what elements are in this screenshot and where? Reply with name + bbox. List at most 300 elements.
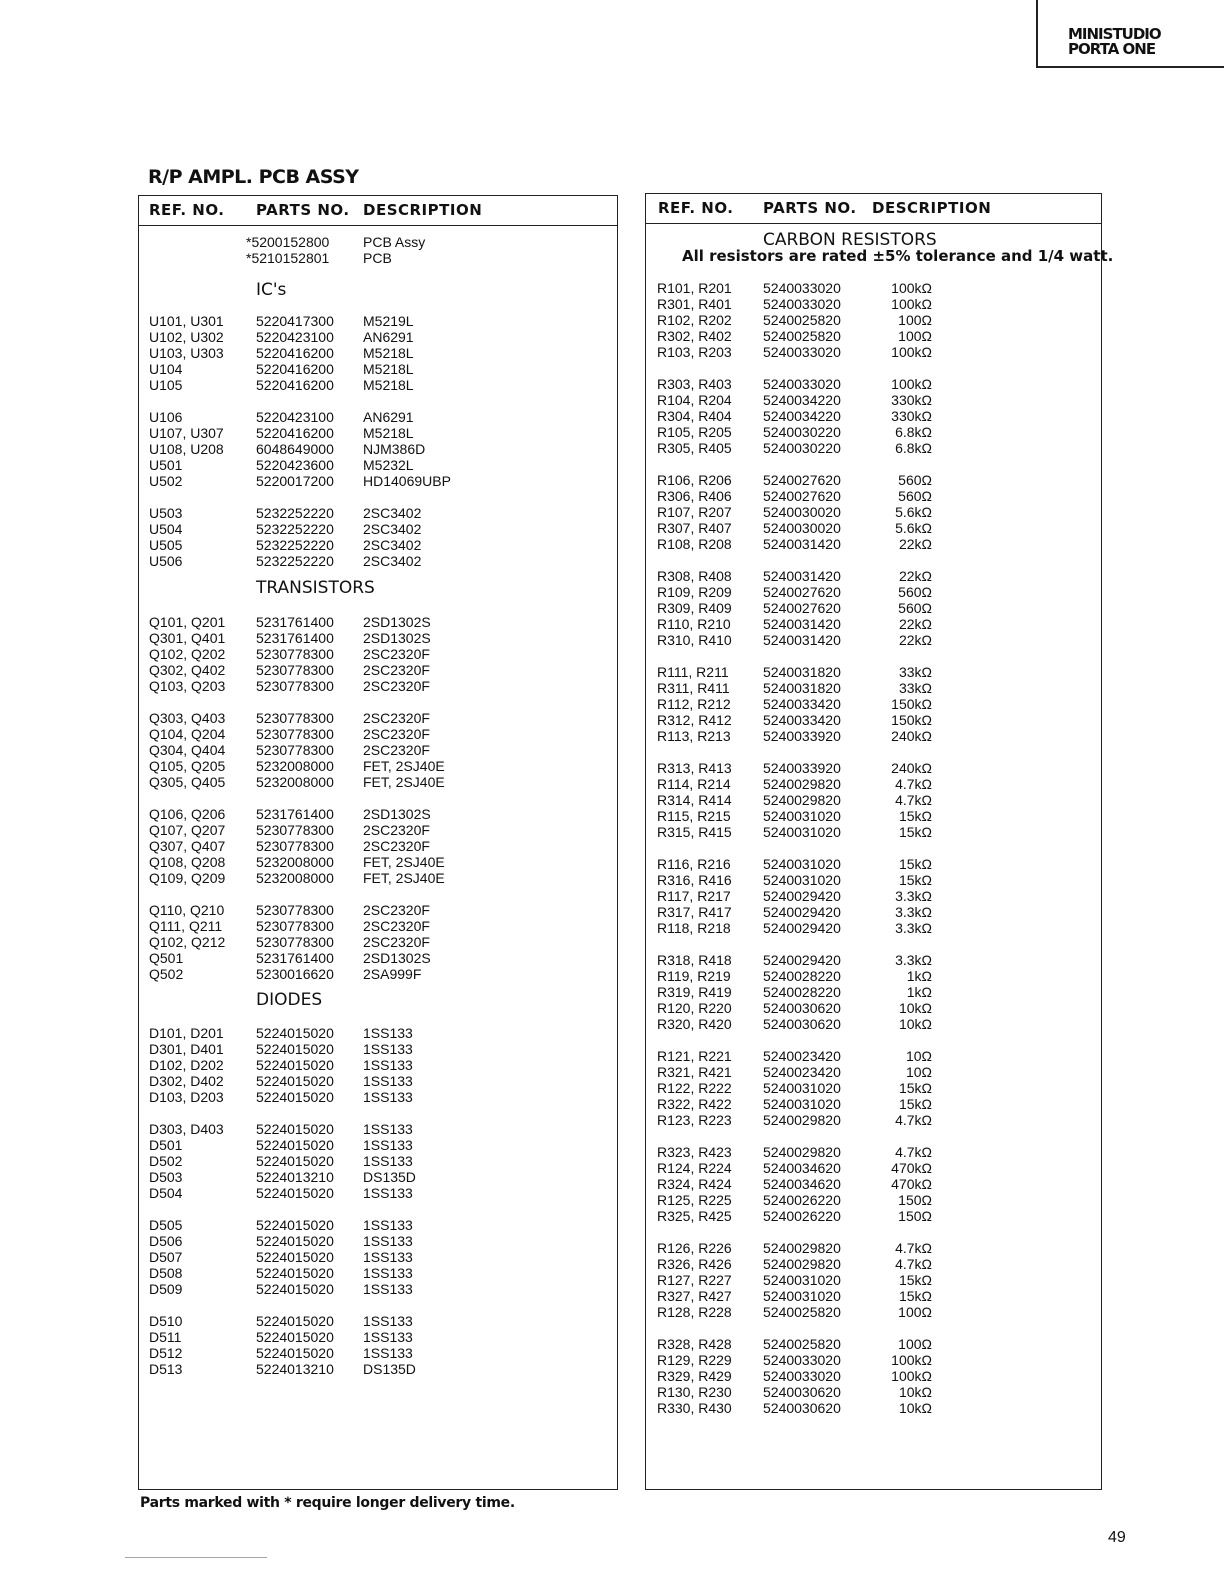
description-cell: 2SC2320F	[363, 742, 430, 758]
parts-no-cell: 5240033020	[763, 296, 841, 312]
parts-no-cell: 5240030620	[763, 1384, 841, 1400]
table-row	[139, 1345, 617, 1361]
description-cell: 1SS133	[363, 1089, 413, 1105]
ref-no-cell: D101, D201	[149, 1025, 224, 1041]
ref-no-cell: Q304, Q404	[149, 742, 226, 758]
table-row	[646, 1384, 1101, 1400]
parts-no-cell: 5240031420	[763, 632, 841, 648]
parts-no-cell: 5240029820	[763, 1144, 841, 1160]
ref-no-cell: R123, R223	[657, 1112, 732, 1128]
parts-no-cell: 6048649000	[256, 441, 334, 457]
parts-no-cell: 5224015020	[256, 1281, 334, 1297]
ref-no-cell: D103, D203	[149, 1089, 224, 1105]
description-cell: M5232L	[363, 457, 414, 473]
parts-no-cell: 5224015020	[256, 1233, 334, 1249]
ref-no-cell: R112, R212	[657, 696, 731, 712]
description-cell: 1SS133	[363, 1073, 413, 1089]
table-row	[646, 792, 1101, 808]
table-row	[646, 824, 1101, 840]
table-row	[646, 1336, 1101, 1352]
table-row	[139, 854, 617, 870]
ref-no-cell: R306, R406	[657, 488, 732, 504]
parts-no-cell: 5240030220	[763, 424, 841, 440]
ref-no-cell: R106, R206	[657, 472, 732, 488]
parts-no-cell: 5230778300	[256, 646, 334, 662]
description-cell: 100Ω	[898, 1304, 932, 1320]
table-row	[646, 504, 1101, 520]
table-row	[139, 521, 617, 537]
description-cell: 22kΩ	[898, 568, 932, 584]
parts-no-cell: 5240029820	[763, 776, 841, 792]
ref-no-cell: R130, R230	[657, 1384, 732, 1400]
table-row	[646, 600, 1101, 616]
table-row	[646, 1352, 1101, 1368]
description-cell: 1SS133	[363, 1057, 413, 1073]
description-cell: FET, 2SJ40E	[363, 870, 445, 886]
description-cell: 2SC2320F	[363, 726, 430, 742]
description-cell: 10Ω	[905, 1048, 932, 1064]
table-row	[646, 520, 1101, 536]
ref-no-cell: R326, R426	[657, 1256, 732, 1272]
ref-no-cell: R122, R222	[657, 1080, 732, 1096]
ref-no-cell: R321, R421	[657, 1064, 732, 1080]
ref-no-cell: Q307, Q407	[149, 838, 226, 854]
ref-no-cell: U503	[149, 505, 183, 521]
table-row	[139, 329, 617, 345]
parts-no-cell: 5240030620	[763, 1000, 841, 1016]
table-row	[139, 505, 617, 521]
table-row	[646, 1016, 1101, 1032]
parts-no-cell: 5240033920	[763, 728, 841, 744]
table-row	[139, 1329, 617, 1345]
description-cell: 100Ω	[898, 328, 932, 344]
ref-no-cell: R303, R403	[657, 376, 732, 392]
ref-no-cell: R124, R224	[657, 1160, 732, 1176]
table-row	[646, 472, 1101, 488]
table-row	[646, 344, 1101, 360]
parts-no-cell: 5240033920	[763, 760, 841, 776]
ref-no-cell: U102, U302	[149, 329, 224, 345]
ref-no-cell: U105	[149, 377, 183, 393]
parts-no-cell: 5232252220	[256, 553, 334, 569]
ref-no-cell: U108, U208	[149, 441, 224, 457]
description-cell: FET, 2SJ40E	[363, 758, 445, 774]
ref-no-cell: R329, R429	[657, 1368, 732, 1384]
description-cell: 2SC2320F	[363, 646, 430, 662]
table-row	[139, 742, 617, 758]
table-row	[646, 728, 1101, 744]
table-row	[139, 250, 617, 266]
right-parts-table	[645, 193, 1114, 1490]
parts-no-cell: 5240027620	[763, 472, 841, 488]
table-row	[139, 902, 617, 918]
description-cell: 330kΩ	[891, 392, 932, 408]
table-row	[139, 457, 617, 473]
parts-no-cell: 5232008000	[256, 870, 334, 886]
parts-no-cell: 5220416200	[256, 345, 334, 361]
table-row	[646, 952, 1101, 968]
description-cell: 1SS133	[363, 1313, 413, 1329]
ref-no-cell: R111, R211	[657, 664, 729, 680]
ref-no-cell: R310, R410	[657, 632, 732, 648]
description-cell: 3.3kΩ	[895, 904, 932, 920]
ref-no-cell: D509	[149, 1281, 183, 1297]
parts-no-cell: 5232008000	[256, 854, 334, 870]
ref-no-cell: U504	[149, 521, 183, 537]
resistor-rating-note: All resistors are rated ±5% tolerance and 1/4 watt.	[682, 247, 1114, 265]
table-row	[139, 313, 617, 329]
ref-no-cell: R325, R425	[657, 1208, 732, 1224]
ref-no-cell: R304, R404	[657, 408, 732, 424]
table-row	[646, 1048, 1101, 1064]
description-cell: 10kΩ	[898, 1000, 932, 1016]
section-diodes: DIODES	[256, 990, 323, 1010]
table-row	[646, 632, 1101, 648]
ref-no-cell: U501	[149, 457, 183, 473]
parts-no-cell: 5240031420	[763, 536, 841, 552]
parts-no-cell: 5240029820	[763, 1256, 841, 1272]
description-header: DESCRIPTION	[872, 199, 992, 217]
parts-no-cell: 5224015020	[256, 1313, 334, 1329]
ref-no-header: REF. NO.	[658, 199, 734, 217]
parts-no-cell: 5240033020	[763, 280, 841, 296]
table-row	[139, 966, 617, 982]
ref-no-cell: R109, R209	[657, 584, 732, 600]
description-cell: 100kΩ	[891, 280, 932, 296]
ref-no-cell: R116, R216	[657, 856, 731, 872]
parts-no-cell: 5240029420	[763, 920, 841, 936]
parts-no-cell: 5240033420	[763, 696, 841, 712]
parts-no-cell: 5232252220	[256, 521, 334, 537]
table-row	[646, 1176, 1101, 1192]
description-cell: PCB Assy	[363, 234, 426, 250]
table-row	[646, 312, 1101, 328]
parts-no-cell: 5220416200	[256, 425, 334, 441]
ref-no-cell: R119, R219	[657, 968, 731, 984]
ref-no-cell: D504	[149, 1185, 183, 1201]
parts-no-cell: 5240031020	[763, 856, 841, 872]
parts-no-cell: 5240031420	[763, 616, 841, 632]
parts-no-cell: 5240034620	[763, 1176, 841, 1192]
ref-no-cell: R118, R218	[657, 920, 731, 936]
description-cell: 150kΩ	[891, 712, 932, 728]
ref-no-cell: D302, D402	[149, 1073, 224, 1089]
table-row	[646, 328, 1101, 344]
table-row	[646, 408, 1101, 424]
description-cell: 2SC2320F	[363, 710, 430, 726]
table-row	[646, 1256, 1101, 1272]
description-cell: 1SS133	[363, 1233, 413, 1249]
ref-no-cell: R307, R407	[657, 520, 732, 536]
parts-no-cell: 5224015020	[256, 1185, 334, 1201]
description-cell: 15kΩ	[898, 856, 932, 872]
parts-no-cell: 5240025820	[763, 328, 841, 344]
description-cell: 2SC2320F	[363, 838, 430, 854]
parts-no-cell: 5220423100	[256, 409, 334, 425]
ref-no-cell: R103, R203	[657, 344, 732, 360]
table-row	[646, 1080, 1101, 1096]
table-row	[139, 1169, 617, 1185]
description-cell: 2SD1302S	[363, 614, 431, 630]
table-row	[646, 1112, 1101, 1128]
ref-no-cell: R302, R402	[657, 328, 732, 344]
description-cell: 6.8kΩ	[895, 440, 932, 456]
ref-no-cell: D513	[149, 1361, 183, 1377]
description-cell: 1SS133	[363, 1025, 413, 1041]
table-row	[646, 1304, 1101, 1320]
description-cell: 150Ω	[898, 1192, 932, 1208]
ref-no-cell: Q305, Q405	[149, 774, 226, 790]
table-row	[646, 1400, 1101, 1416]
description-cell: 1SS133	[363, 1249, 413, 1265]
parts-no-header: PARTS NO.	[256, 201, 350, 219]
ref-no-cell: R328, R428	[657, 1336, 732, 1352]
table-row	[139, 1057, 617, 1073]
parts-no-cell: 5240031820	[763, 664, 841, 680]
parts-no-cell: 5220017200	[256, 473, 334, 489]
description-cell: 1SS133	[363, 1041, 413, 1057]
parts-no-cell: 5220423600	[256, 457, 334, 473]
ref-no-cell: R320, R420	[657, 1016, 732, 1032]
ref-no-cell: R315, R415	[657, 824, 732, 840]
description-cell: 100kΩ	[891, 1368, 932, 1384]
table-row	[139, 1217, 617, 1233]
description-cell: 1SS133	[363, 1153, 413, 1169]
description-cell: 560Ω	[898, 600, 932, 616]
ref-no-cell: D507	[149, 1249, 183, 1265]
parts-no-cell: 5232008000	[256, 758, 334, 774]
table-row	[646, 1208, 1101, 1224]
table-row	[139, 1025, 617, 1041]
brand-line-2: PORTA ONE	[1068, 40, 1156, 58]
parts-no-cell: 5240026220	[763, 1192, 841, 1208]
ref-no-cell: R115, R215	[657, 808, 731, 824]
table-row	[139, 1313, 617, 1329]
parts-no-cell: 5230778300	[256, 918, 334, 934]
parts-no-cell: 5224015020	[256, 1041, 334, 1057]
description-cell: 22kΩ	[898, 536, 932, 552]
description-cell: AN6291	[363, 409, 414, 425]
ref-no-cell: R312, R412	[657, 712, 732, 728]
ref-no-cell: R101, R201	[657, 280, 732, 296]
description-cell: 4.7kΩ	[895, 1240, 932, 1256]
description-cell: M5218L	[363, 425, 414, 441]
description-cell: 15kΩ	[898, 1080, 932, 1096]
description-cell: 2SC2320F	[363, 902, 430, 918]
ref-no-cell: R316, R416	[657, 872, 732, 888]
parts-no-cell: 5240023420	[763, 1064, 841, 1080]
parts-no-cell: 5240026220	[763, 1208, 841, 1224]
section-ics: IC's	[256, 280, 287, 300]
ref-no-cell: R318, R418	[657, 952, 732, 968]
ref-no-cell: Q104, Q204	[149, 726, 226, 742]
description-cell: 15kΩ	[898, 1272, 932, 1288]
parts-no-cell: 5224015020	[256, 1265, 334, 1281]
ref-no-cell: R102, R202	[657, 312, 732, 328]
footer-rule	[125, 1557, 267, 1558]
description-cell: 2SC2320F	[363, 934, 430, 950]
table-row	[139, 1233, 617, 1249]
table-row	[139, 1073, 617, 1089]
table-row	[139, 1121, 617, 1137]
table-row	[139, 1153, 617, 1169]
description-cell: 3.3kΩ	[895, 920, 932, 936]
ref-no-cell: Q103, Q203	[149, 678, 226, 694]
table-row	[646, 296, 1101, 312]
parts-no-cell: 5240028220	[763, 984, 841, 1000]
parts-no-cell: 5224013210	[256, 1361, 334, 1377]
table-row	[646, 712, 1101, 728]
parts-no-cell: 5230778300	[256, 934, 334, 950]
parts-no-cell: 5230778300	[256, 822, 334, 838]
description-cell: 100kΩ	[891, 344, 932, 360]
parts-no-cell: 5240029820	[763, 1112, 841, 1128]
description-cell: 100Ω	[898, 1336, 932, 1352]
brand-box	[1036, 0, 1224, 68]
description-cell: 15kΩ	[898, 824, 932, 840]
ref-no-cell: Q102, Q212	[149, 934, 226, 950]
description-cell: 2SC2320F	[363, 822, 430, 838]
parts-no-cell: 5224015020	[256, 1057, 334, 1073]
parts-no-cell: 5240031020	[763, 872, 841, 888]
page-number: 49	[1108, 1529, 1126, 1546]
ref-no-cell: D102, D202	[149, 1057, 224, 1073]
description-cell: 6.8kΩ	[895, 424, 932, 440]
description-cell: 10kΩ	[898, 1016, 932, 1032]
ref-no-cell: U502	[149, 473, 183, 489]
ref-no-cell: U101, U301	[149, 313, 224, 329]
table-row	[139, 345, 617, 361]
table-row	[646, 392, 1101, 408]
description-cell: 1SS133	[363, 1281, 413, 1297]
description-cell: M5218L	[363, 361, 414, 377]
description-cell: 5.6kΩ	[895, 504, 932, 520]
description-cell: 4.7kΩ	[895, 792, 932, 808]
ref-no-cell: Q107, Q207	[149, 822, 226, 838]
parts-no-cell: 5224015020	[256, 1345, 334, 1361]
parts-no-cell: 5240029420	[763, 952, 841, 968]
parts-no-cell: 5230778300	[256, 710, 334, 726]
table-row	[139, 1185, 617, 1201]
table-row	[646, 856, 1101, 872]
table-row	[139, 678, 617, 694]
ref-no-cell: R323, R423	[657, 1144, 732, 1160]
description-cell: FET, 2SJ40E	[363, 854, 445, 870]
ref-no-cell: R317, R417	[657, 904, 732, 920]
table-row	[646, 1064, 1101, 1080]
parts-no-cell: 5224015020	[256, 1153, 334, 1169]
parts-no-cell: 5240029420	[763, 904, 841, 920]
ref-no-cell: U506	[149, 553, 183, 569]
ref-no-cell: R114, R214	[657, 776, 731, 792]
parts-no-cell: 5240033420	[763, 712, 841, 728]
table-row	[139, 1265, 617, 1281]
description-cell: 5.6kΩ	[895, 520, 932, 536]
table-row	[646, 1240, 1101, 1256]
description-cell: 1SS133	[363, 1345, 413, 1361]
description-cell: 1SS133	[363, 1121, 413, 1137]
ref-no-cell: R319, R419	[657, 984, 732, 1000]
ref-no-cell: Q303, Q403	[149, 710, 226, 726]
ref-no-cell: R324, R424	[657, 1176, 732, 1192]
parts-no-cell: 5231761400	[256, 950, 334, 966]
ref-no-cell: R126, R226	[657, 1240, 732, 1256]
parts-no-cell: 5230778300	[256, 838, 334, 854]
description-cell: NJM386D	[363, 441, 426, 457]
description-cell: 10kΩ	[898, 1384, 932, 1400]
description-cell: DS135D	[363, 1169, 416, 1185]
description-cell: 2SC2320F	[363, 662, 430, 678]
table-row	[139, 1249, 617, 1265]
table-row	[646, 696, 1101, 712]
ref-no-cell: D512	[149, 1345, 183, 1361]
description-cell: AN6291	[363, 329, 414, 345]
parts-no-cell: 5240030620	[763, 1400, 841, 1416]
ref-no-cell: Q106, Q206	[149, 806, 226, 822]
parts-no-cell: 5240031020	[763, 1080, 841, 1096]
table-row	[646, 984, 1101, 1000]
ref-no-cell: R120, R220	[657, 1000, 732, 1016]
parts-no-cell: 5220423100	[256, 329, 334, 345]
description-cell: 2SC2320F	[363, 918, 430, 934]
parts-no-cell: 5240025820	[763, 1304, 841, 1320]
ref-no-cell: R127, R227	[657, 1272, 732, 1288]
description-cell: 22kΩ	[898, 632, 932, 648]
ref-no-cell: R311, R411	[657, 680, 730, 696]
table-row	[646, 968, 1101, 984]
table-header	[646, 194, 1101, 224]
table-row	[139, 710, 617, 726]
ref-no-cell: R117, R217	[657, 888, 731, 904]
parts-no-cell: 5224015020	[256, 1121, 334, 1137]
section-carbon-resistors: CARBON RESISTORS	[763, 230, 937, 250]
ref-no-cell: D511	[149, 1329, 182, 1345]
description-cell: 100kΩ	[891, 1352, 932, 1368]
table-row	[139, 361, 617, 377]
description-cell: 1kΩ	[906, 984, 932, 1000]
ref-no-cell: Q302, Q402	[149, 662, 226, 678]
description-cell: 2SC3402	[363, 505, 422, 521]
description-cell: 4.7kΩ	[895, 1144, 932, 1160]
ref-no-cell: R322, R422	[657, 1096, 732, 1112]
description-cell: 1SS133	[363, 1217, 413, 1233]
parts-no-cell: 5230778300	[256, 742, 334, 758]
description-cell: 100Ω	[898, 312, 932, 328]
parts-no-cell: 5224015020	[256, 1073, 334, 1089]
parts-no-cell: 5240030020	[763, 520, 841, 536]
description-cell: FET, 2SJ40E	[363, 774, 445, 790]
table-row	[139, 473, 617, 489]
ref-no-cell: R105, R205	[657, 424, 732, 440]
ref-no-cell: D503	[149, 1169, 183, 1185]
parts-no-cell: 5240028220	[763, 968, 841, 984]
description-cell: 1SS133	[363, 1329, 413, 1345]
table-row	[139, 234, 617, 250]
table-row	[139, 1137, 617, 1153]
parts-no-cell: 5224015020	[256, 1329, 334, 1345]
parts-no-cell: 5224015020	[256, 1025, 334, 1041]
ref-no-cell: R314, R414	[657, 792, 732, 808]
ref-no-cell: Q301, Q401	[149, 630, 226, 646]
ref-no-cell: Q105, Q205	[149, 758, 226, 774]
table-row	[646, 904, 1101, 920]
table-row	[139, 934, 617, 950]
description-cell: 2SA999F	[363, 966, 422, 982]
description-cell: 15kΩ	[898, 808, 932, 824]
description-cell: 150kΩ	[891, 696, 932, 712]
parts-no-cell: 5240031020	[763, 808, 841, 824]
table-row	[646, 1192, 1101, 1208]
